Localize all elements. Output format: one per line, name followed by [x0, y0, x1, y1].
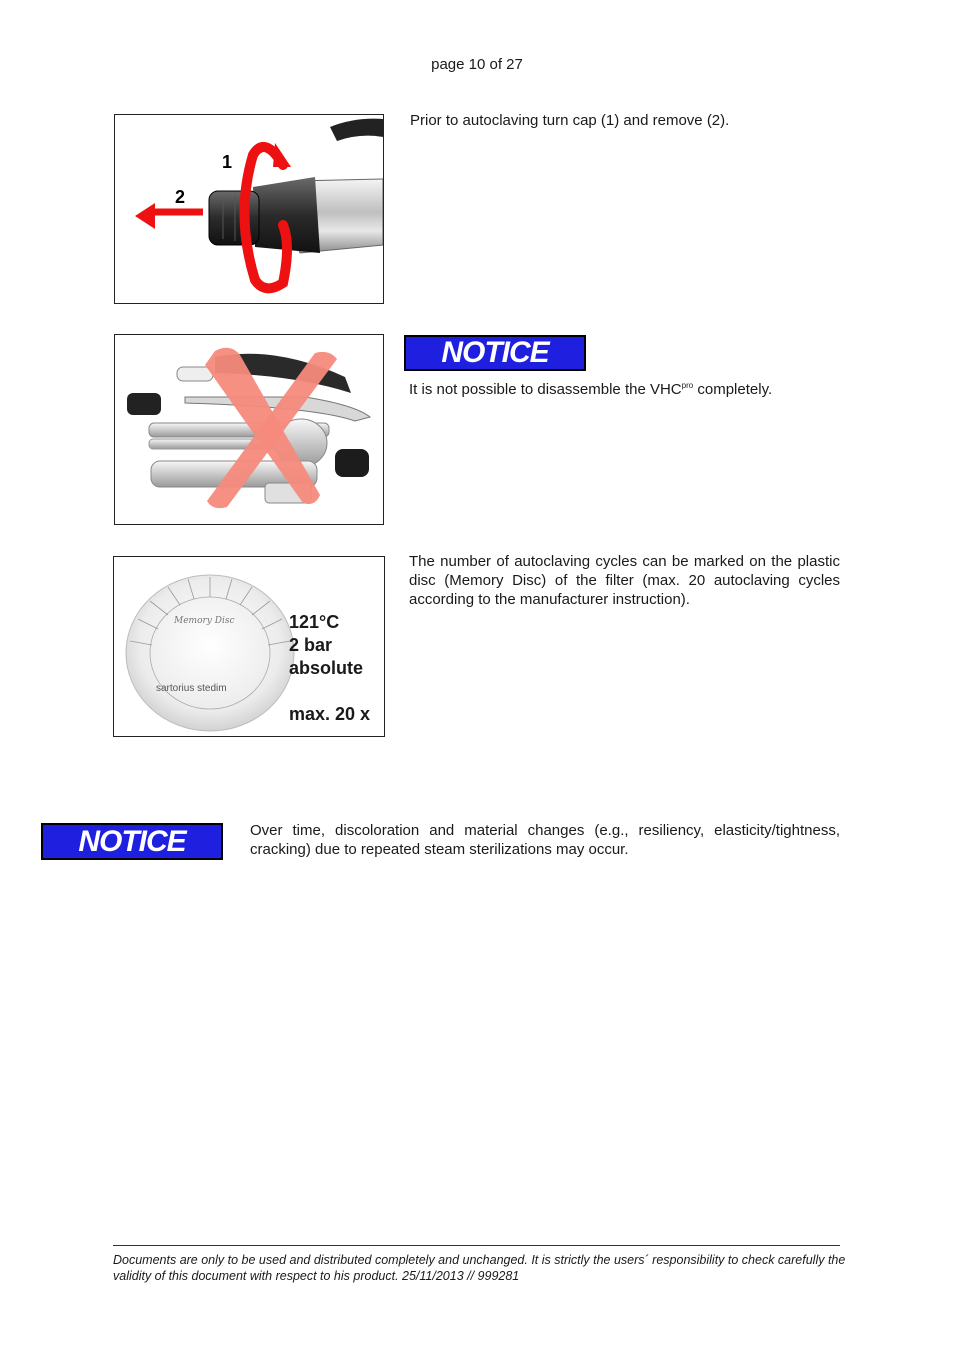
cap-removal-figure: [114, 114, 384, 304]
cap-instruction-text: Prior to autoclaving turn cap (1) and remove (2).: [410, 112, 730, 129]
sterilization-notice-text: Over time, discoloration and material changes (e.g., resiliency, elasticity/tightness, cracking) due to repeated steam sterilizations may occur.: [250, 822, 840, 858]
notice-text-superscript: pro: [681, 381, 694, 390]
footer-disclaimer: Documents are only to be used and distributed completely and unchanged. It is strictly the users´ responsibility to check carefully the validity of this document with respect to his product. 25/11/2013 // 999281: [113, 1253, 846, 1283]
autoclave-spec: [289, 611, 370, 726]
footer-divider: [113, 1245, 840, 1246]
spec-max-cycles: max. 20 x: [289, 704, 371, 724]
disassembly-figure: [114, 334, 384, 525]
disassembly-notice-text: [409, 380, 849, 399]
callout-2: 2: [175, 187, 186, 207]
spec-pressure: 2 bar: [289, 635, 333, 655]
memory-disc-label: Memory Disc: [174, 616, 235, 626]
notice-text-main: It is not possible to disassemble the VHC: [409, 381, 682, 398]
disassembly-illustration: [115, 335, 383, 524]
notice-badge-bottom: NOTICE: [41, 823, 223, 860]
spec-pressure-unit: absolute: [289, 658, 364, 678]
page-number: page 10 of 27: [431, 56, 523, 73]
callout-1: 1: [222, 152, 233, 172]
left-arrow-icon: [135, 203, 155, 229]
notice-text-end: completely.: [693, 381, 773, 398]
memory-disc-figure: [113, 556, 385, 737]
cap-removal-illustration: [115, 115, 383, 303]
handle-shape: [330, 119, 383, 141]
notice-badge: NOTICE: [404, 335, 586, 371]
memory-disc-text: The number of autoclaving cycles can be marked on the plastic disc (Memory Disc) of the filter (max. 20 autoclaving cycles according to the manufacturer instruction).: [409, 553, 840, 608]
memory-disc-illustration: [118, 567, 298, 735]
disc-brand-logo: sartorius stedim: [156, 683, 227, 694]
spec-temperature: 121°C: [289, 612, 340, 632]
